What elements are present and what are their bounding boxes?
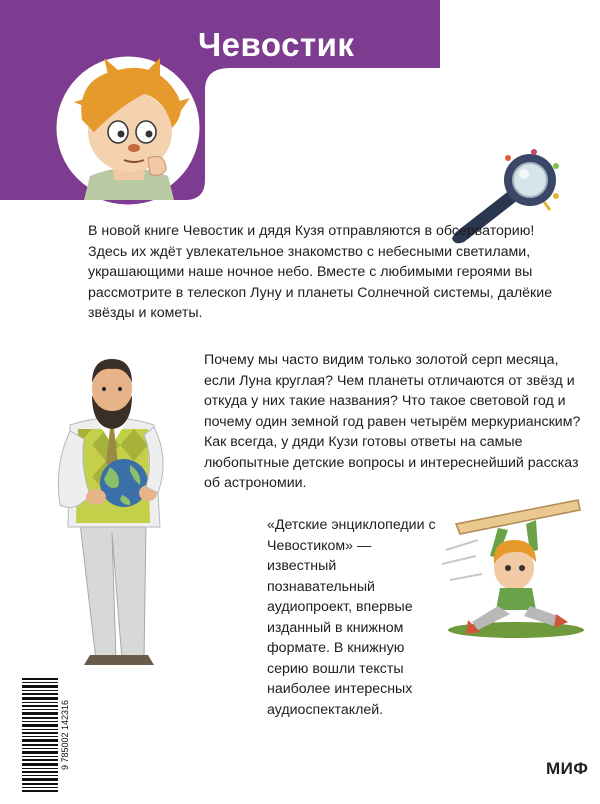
page-title: Чевостик bbox=[198, 26, 355, 63]
intro-paragraph: В новой книге Чевостик и дядя Кузя отправляются в обсерваторию! Здесь их ждёт увлекательное знакомство с небесными светилами, украшающими наше ночное небо. Вместе с любимыми героями вы рассмотрите в телескоп Луну и планеты Солнечной системы, далёкие звёзды и кометы. bbox=[88, 223, 553, 321]
uncle-kuzya-illustration bbox=[30, 355, 195, 665]
isbn-barcode bbox=[20, 676, 74, 794]
barcode-number: 9 785002 142316 bbox=[60, 699, 70, 771]
chevostik-portrait-illustration bbox=[48, 48, 208, 208]
running-chevostik-illustration bbox=[438, 490, 588, 640]
publisher-logo: МИФ bbox=[546, 759, 589, 778]
series-paragraph: «Детские энциклопедии с Чевостиком» — известный познавательный аудиопроект, впервые изданный в книжном формате. В книжную серию вошли тексты наиболее интересных аудиоспектаклей. bbox=[267, 517, 436, 718]
barcode-bars bbox=[20, 676, 74, 794]
questions-paragraph: Почему мы часто видим только золотой серп месяца, если Луна круглая? Чем планеты отличаются от звёзд и откуда у них такие названия? Что такое световой год и почему один земной год равен четырём меркурианским? Как всегда, у дяди Кузи готовы ответы на самые любопытные детские вопросы и интереснейший рассказ об астрономии. bbox=[204, 352, 581, 491]
